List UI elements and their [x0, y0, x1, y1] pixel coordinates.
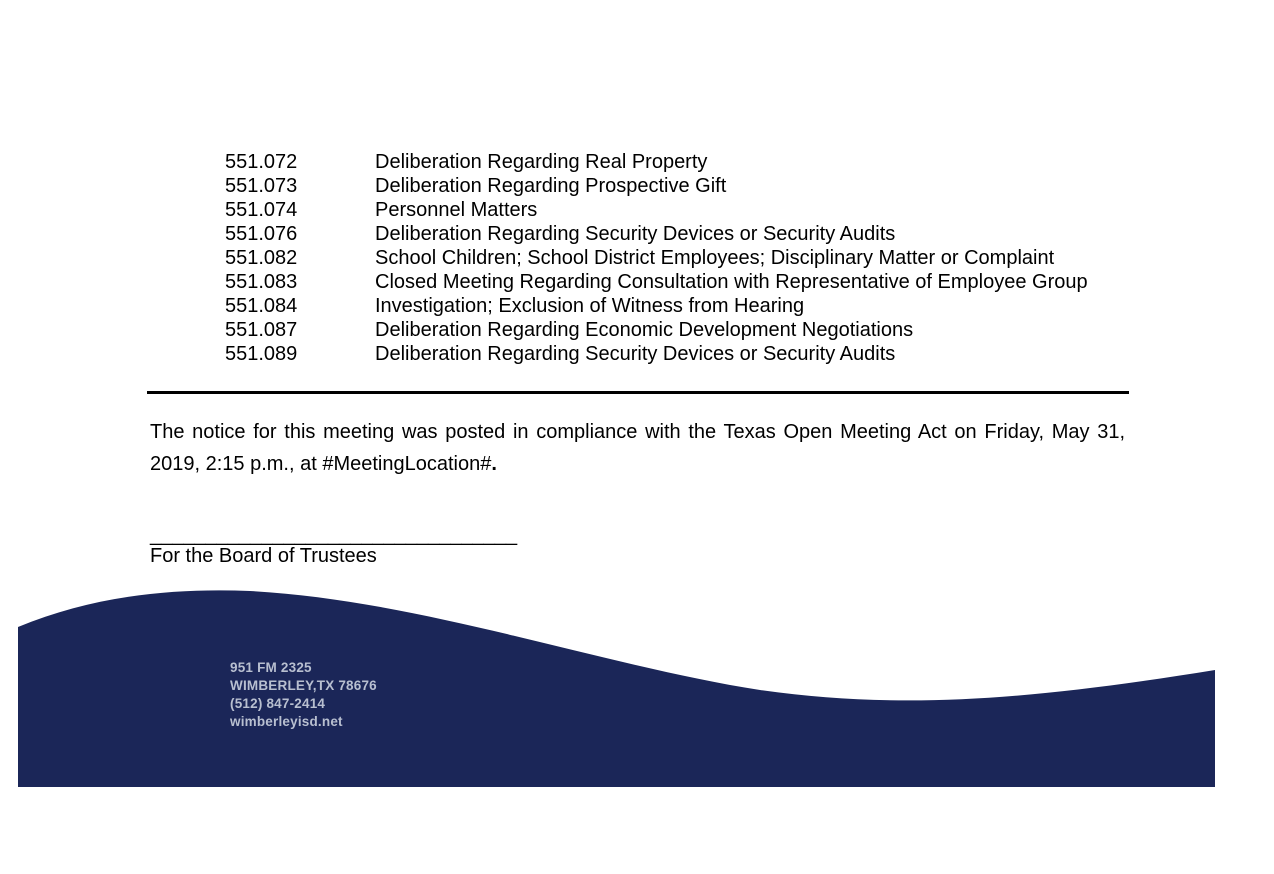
footer-phone: (512) 847-2414 [230, 696, 326, 711]
section-code: 551.083 [225, 271, 298, 293]
signature-line: _________________________________ [150, 524, 518, 546]
section-description: Personnel Matters [375, 199, 538, 221]
section-description: Deliberation Regarding Real Property [375, 151, 708, 173]
section-code: 551.072 [225, 151, 298, 173]
section-description: School Children; School District Employees; Disciplinary Matter or Complaint [375, 247, 1055, 269]
section-code: 551.082 [225, 247, 298, 269]
section-code: 551.076 [225, 223, 298, 245]
section-code: 551.084 [225, 295, 298, 317]
section-description: Deliberation Regarding Economic Development Negotiations [375, 319, 914, 341]
section-description: Deliberation Regarding Prospective Gift [375, 175, 727, 197]
section-description: Closed Meeting Regarding Consultation with Representative of Employee Group [375, 271, 1088, 293]
section-code: 551.089 [225, 343, 298, 365]
footer-website: wimberleyisd.net [230, 714, 343, 729]
footer-street: 951 FM 2325 [230, 660, 312, 675]
posting-notice-end-mark: . [491, 453, 497, 475]
posting-notice-text: The notice for this meeting was posted in compliance with the Texas Open Meeting Act on Friday, May 31, 2019, 2:15 p.m., at #MeetingLocation# [150, 421, 1125, 475]
section-description: Deliberation Regarding Security Devices or Security Audits [375, 343, 896, 365]
section-code: 551.073 [225, 175, 298, 197]
section-description: Deliberation Regarding Security Devices or Security Audits [375, 223, 896, 245]
section-description: Investigation; Exclusion of Witness from Hearing [375, 295, 805, 317]
footer-wave-shape [18, 590, 1215, 787]
footer-address-block [230, 659, 377, 731]
section-code: 551.074 [225, 199, 298, 221]
signature-label: For the Board of Trustees [150, 545, 377, 567]
footer-city-state-zip: WIMBERLEY,TX 78676 [230, 678, 377, 693]
section-code: 551.087 [225, 319, 298, 341]
